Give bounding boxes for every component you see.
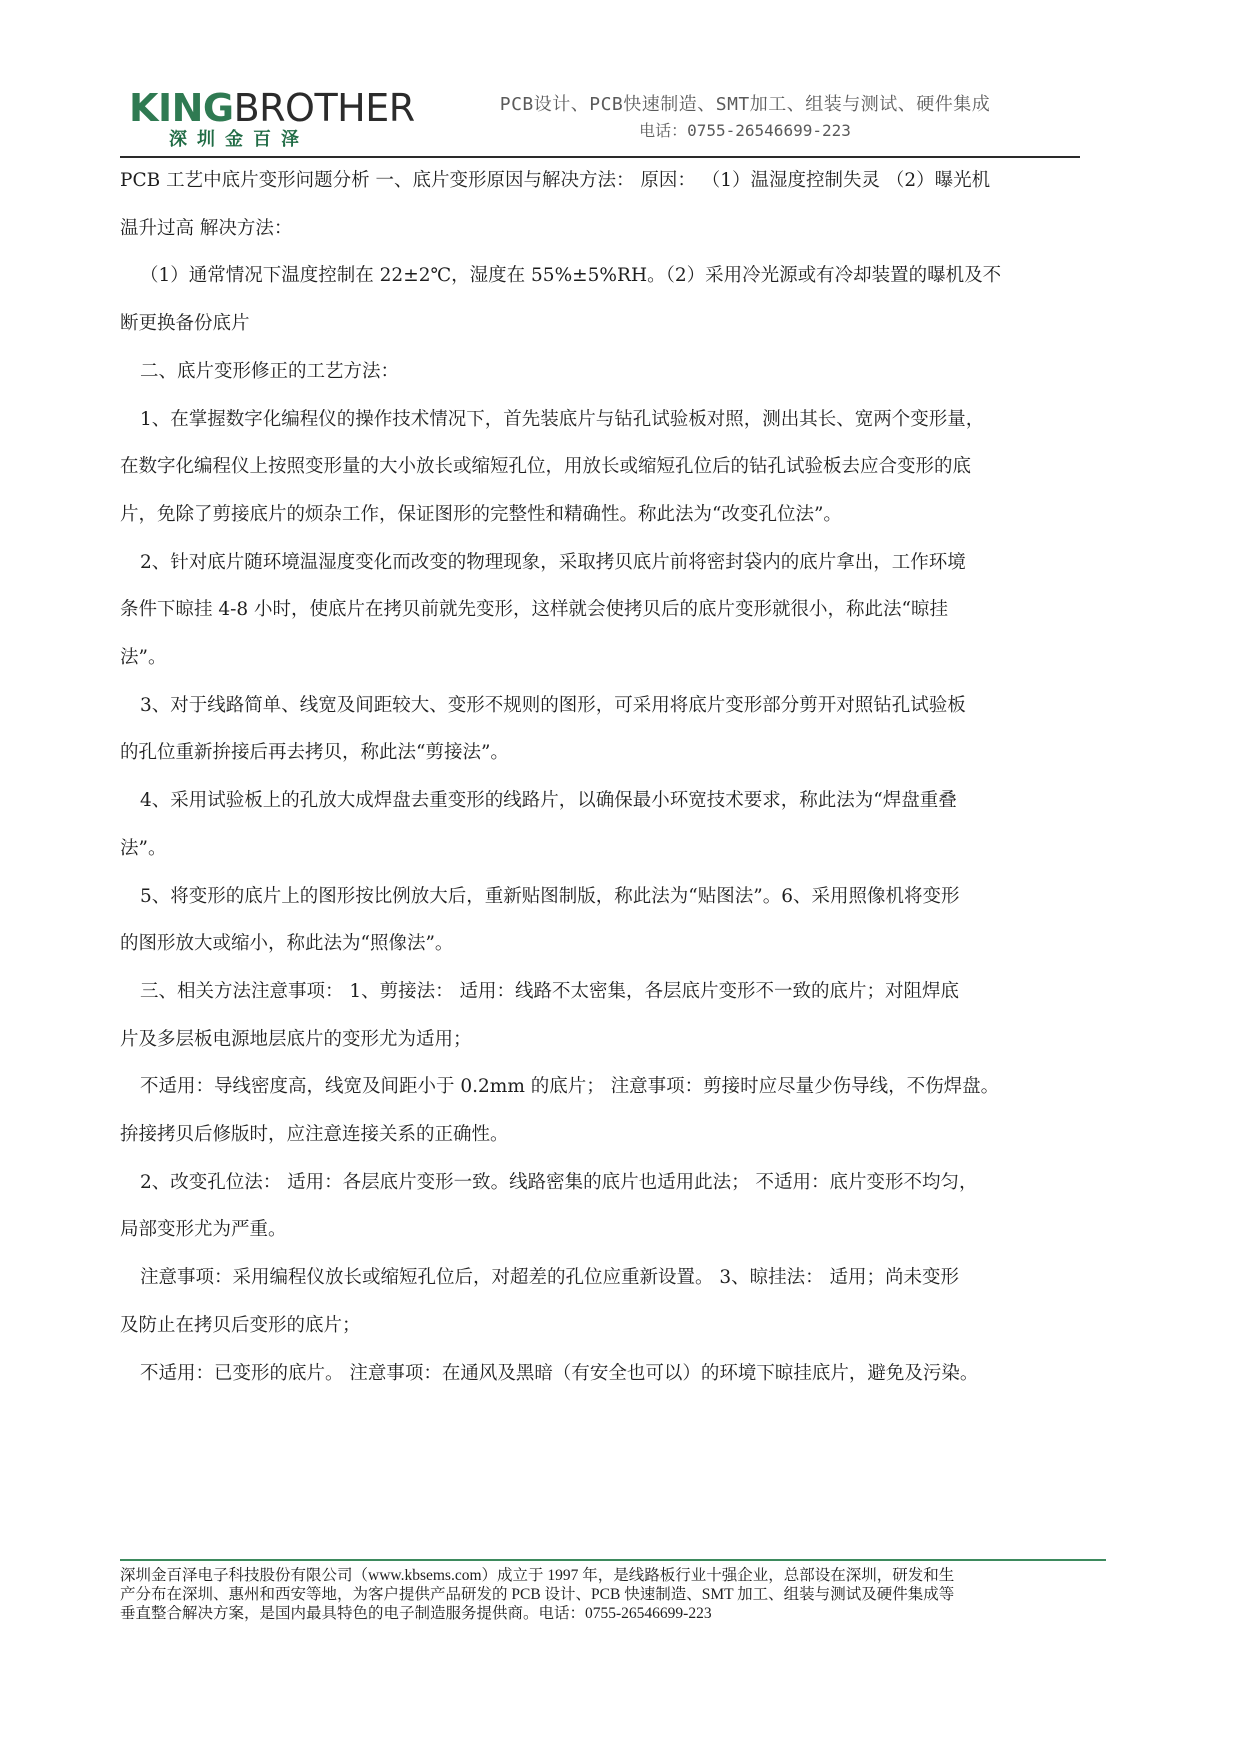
paragraph-line: 在数字化编程仪上按照变形量的大小放长或缩短孔位，用放长或缩短孔位后的钻孔试验板去应合变形的底 bbox=[120, 456, 972, 478]
paragraph-line: 温升过高 解决方法： bbox=[120, 217, 293, 239]
logo-brother-text: BROTHER bbox=[233, 86, 415, 130]
paragraph-line: 条件下晾挂 4-8 小时，使底片在拷贝前就先变形，这样就会使拷贝后的底片变形就很小，称此法“晾挂 bbox=[120, 599, 949, 621]
paragraph-line: 的图形放大或缩小，称此法为“照像法”。 bbox=[120, 933, 454, 955]
paragraph-line: 4、采用试验板上的孔放大成焊盘去重变形的线路片，以确保最小环宽技术要求，称此法为“焊盘重叠 bbox=[140, 790, 957, 812]
paragraph-line: 断更换备份底片 bbox=[120, 313, 250, 335]
paragraph-line: 及防止在拷贝后变形的底片； bbox=[120, 1314, 361, 1336]
paragraph-line: 片，免除了剪接底片的烦杂工作，保证图形的完整性和精确性。称此法为“改变孔位法”。 bbox=[120, 503, 842, 525]
paragraph-line: 三、相关方法注意事项： 1、剪接法： 适用：线路不太密集，各层底片变形不一致的底片；对阻焊底 bbox=[140, 980, 960, 1002]
logo-wordmark bbox=[129, 86, 415, 130]
footer-line: 深圳金百泽电子科技股份有限公司（www.kbsems.com）成立于 1997 年，是线路板行业十强企业，总部设在深圳，研发和生 bbox=[120, 1567, 955, 1584]
paragraph-line: 拚接拷贝后修版时，应注意连接关系的正确性。 bbox=[120, 1124, 509, 1145]
paragraph-line: 3、对于线路简单、线宽及间距较大、变形不规则的图形，可采用将底片变形部分剪开对照钻孔试验板 bbox=[140, 694, 966, 716]
footer-divider bbox=[120, 1559, 1106, 1561]
header-divider bbox=[120, 156, 1080, 158]
paragraph-line: 的孔位重新拚接后再去拷贝，称此法“剪接法”。 bbox=[120, 742, 509, 764]
footer-line: 垂直整合解决方案，是国内最具特色的电子制造服务提供商。电话：0755-26546699-223 bbox=[120, 1605, 712, 1622]
paragraph-line: 不适用：已变形的底片。 注意事项：在通风及黑暗（有安全也可以）的环境下晾挂底片，避免及污染。 bbox=[140, 1362, 979, 1384]
paragraph-line: 二、底片变形修正的工艺方法： bbox=[140, 360, 400, 382]
paragraph-line: 1、在掌握数字化编程仪的操作技术情况下，首先装底片与钻孔试验板对照，测出其长、宽两个变形量， bbox=[140, 408, 985, 430]
header-info bbox=[465, 92, 1025, 144]
paragraph-line: 局部变形尤为严重。 bbox=[120, 1219, 287, 1241]
logo-chinese-name: 深圳金百泽 bbox=[169, 129, 309, 150]
logo-king-text: KING bbox=[129, 86, 234, 130]
kingbrother-logo bbox=[129, 86, 415, 154]
paragraph-line: 不适用：导线密度高，线宽及间距小于 0.2mm 的底片； 注意事项：剪接时应尽量少伤导线，不伤焊盘。 bbox=[140, 1076, 1000, 1098]
paragraph-line: 法”。 bbox=[120, 647, 167, 668]
header-tagline: PCB设计、PCB快速制造、SMT加工、组装与测试、硬件集成 bbox=[499, 94, 991, 115]
paragraph-line: 片及多层板电源地层底片的变形尤为适用； bbox=[120, 1028, 472, 1050]
page-header bbox=[120, 86, 1080, 158]
paragraph-line: 注意事项：采用编程仪放长或缩短孔位后，对超差的孔位应重新设置。 3、晾挂法： 适用；尚未变形 bbox=[140, 1267, 960, 1289]
header-phone: 电话：0755-26546699-223 bbox=[639, 121, 851, 140]
paragraph-line: 2、针对底片随环境温湿度变化而改变的物理现象，采取拷贝底片前将密封袋内的底片拿出，工作环境 bbox=[140, 551, 966, 573]
paragraph-line: 2、改变孔位法： 适用：各层底片变形一致。线路密集的底片也适用此法； 不适用：底片变形不均匀， bbox=[140, 1171, 978, 1193]
page-footer bbox=[120, 1566, 1110, 1623]
footer-line: 产分布在深圳、惠州和西安等地，为客户提供产品研发的 PCB 设计、PCB 快速制造、SMT 加工、组装与测试及硬件集成等 bbox=[120, 1586, 955, 1603]
paragraph-line: 法”。 bbox=[120, 837, 167, 859]
paragraph-line: 5、将变形的底片上的图形按比例放大后，重新贴图制版，称此法为“贴图法”。6、采用照像机将变形 bbox=[140, 885, 960, 907]
paragraph-line: （1）通常情况下温度控制在 22±2℃，湿度在 55%±5%RH。（2）采用冷光源或有冷却装置的曝机及不 bbox=[140, 265, 1002, 287]
paragraph-line: PCB 工艺中底片变形问题分析 一、底片变形原因与解决方法： 原因： （1）温湿度控制失灵 （2）曝光机 bbox=[120, 170, 991, 191]
